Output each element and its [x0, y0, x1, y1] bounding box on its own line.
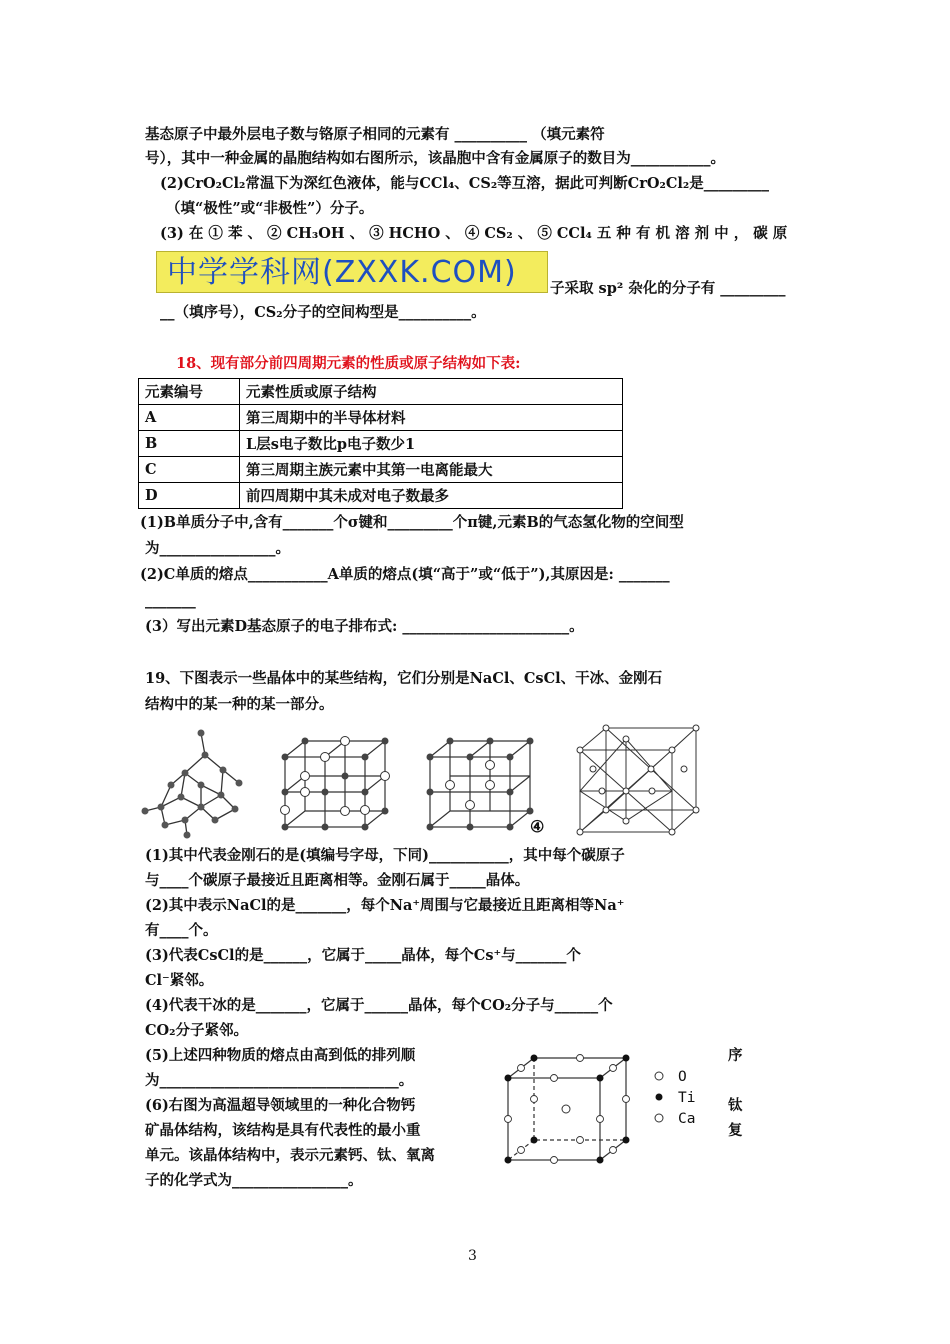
legend-label-ca: Ca [678, 1111, 696, 1127]
q17-line1: 基态原子中最外层电子数与铬原子相同的元素有 __________ （填元素符 [145, 126, 605, 143]
q19-line1: 19、下图表示一些晶体中的某些结构，它们分别是NaCl、CsCl、干冰、金刚石 [145, 670, 663, 687]
table-row [139, 457, 623, 483]
q19-answer-11: (6)右图为高温超导领域里的一种化合物钙 [145, 1097, 416, 1114]
q19-answer-14: 子的化学式为________________。 [145, 1172, 363, 1189]
legend-label-o: O [678, 1069, 687, 1085]
cscl-structure-figure [420, 735, 540, 835]
q19-answer-9: (5)上述四种物质的熔点由高到低的排列顺 [145, 1047, 416, 1064]
table-header-cell: 元素性质或原子结构 [240, 379, 623, 405]
q19-answer-4: 有____个。 [145, 922, 218, 939]
diamond-structure-figure [135, 725, 255, 840]
q19-answer-13: 单元。该晶体结构中，表示元素钙、钛、氧离 [145, 1147, 435, 1164]
nacl-structure-figure [275, 735, 395, 835]
q19-line2: 结构中的某一种的某一部分。 [145, 696, 334, 713]
table-cell: 前四周期中其未成对电子数最多 [240, 483, 623, 509]
table-cell: 第三周期主族元素中其第一电离能最大 [240, 457, 623, 483]
table-cell: A [139, 405, 240, 431]
perovskite-structure-figure [500, 1048, 640, 1168]
table-row [139, 431, 623, 457]
q17-line7: __（填序号），CS₂分子的空间构型是__________。 [160, 304, 486, 321]
q17-line6: 子采取 sp² 杂化的分子有 _________ [550, 280, 786, 297]
page-number: 3 [468, 1248, 477, 1264]
table-header-row [139, 379, 623, 405]
q18-title: 18、现有部分前四周期元素的性质或原子结构如下表: [176, 355, 521, 372]
q17-line2: 号），其中一种金属的晶胞结构如右图所示，该晶胞中含有金属原子的数目为___________。 [145, 150, 725, 167]
table-header-cell: 元素编号 [139, 379, 240, 405]
table-row [139, 405, 623, 431]
q18-line1: (1)B单质分子中,含有_______个σ键和_________个π键,元素B的气态氢化物的空间型 [140, 514, 684, 531]
watermark-logo: 中学学科网(ZXXK.COM) [156, 251, 548, 293]
q19-answer-10: 为_________________________________。 [145, 1072, 414, 1089]
table-cell: 第三周期中的半导体材料 [240, 405, 623, 431]
q19-answer-2: 与____个碳原子最接近且距离相等。金刚石属于_____晶体。 [145, 872, 530, 889]
side-char-1: 序 [728, 1047, 743, 1064]
q17-line4: （填“极性”或“非极性”）分子。 [166, 200, 374, 217]
q17-line5: (3) 在 ① 苯 、 ② CH₃OH 、 ③ HCHO 、 ④ CS₂ 、 ⑤ CCl₄ 五 种 有 机 溶 剂 中 ， 碳 原 [160, 225, 788, 242]
dry-ice-structure-figure [572, 722, 702, 840]
q19-answer-5: (3)代表CsCl的是______，它属于_____晶体，每个Cs⁺与_______个 [145, 947, 581, 964]
figure-label-4: ④ [530, 817, 545, 836]
table-cell: D [139, 483, 240, 509]
q18-line3: (2)C单质的熔点___________A单质的熔点(填“高于”或“低于”),其原因是: _______ [140, 566, 670, 583]
legend-label-ti: Ti [678, 1090, 696, 1106]
q18-line4: _______ [145, 592, 196, 609]
side-char-2: 钛 [728, 1097, 743, 1114]
element-table [138, 378, 623, 509]
q17-line3: (2)CrO₂Cl₂常温下为深红色液体，能与CCl₄、CS₂等互溶，据此可判断CrO₂Cl₂是_________ [160, 175, 769, 192]
q18-line5: (3）写出元素D基态原子的电子排布式: _______________________。 [145, 618, 584, 635]
q19-answer-3: (2)其中表示NaCl的是_______，每个Na⁺周围与它最接近且距离相等Na⁺ [145, 897, 625, 914]
q18-line2: 为________________。 [145, 540, 290, 557]
q19-answer-7: (4)代表干冰的是_______，它属于______晶体，每个CO₂分子与______个 [145, 997, 613, 1014]
table-row [139, 483, 623, 509]
side-char-3: 复 [728, 1122, 743, 1139]
q19-answer-8: CO₂分子紧邻。 [145, 1022, 249, 1039]
table-cell: L层s电子数比p电子数少1 [240, 431, 623, 457]
q19-answer-12: 矿晶体结构，该结构是具有代表性的最小重 [145, 1122, 421, 1139]
q19-answer-1: (1)其中代表金刚石的是(填编号字母，下同)___________，其中每个碳原子 [145, 847, 625, 864]
table-cell: C [139, 457, 240, 483]
q19-answer-6: Cl⁻紧邻。 [145, 972, 214, 989]
table-cell: B [139, 431, 240, 457]
legend-markers [652, 1068, 666, 1128]
